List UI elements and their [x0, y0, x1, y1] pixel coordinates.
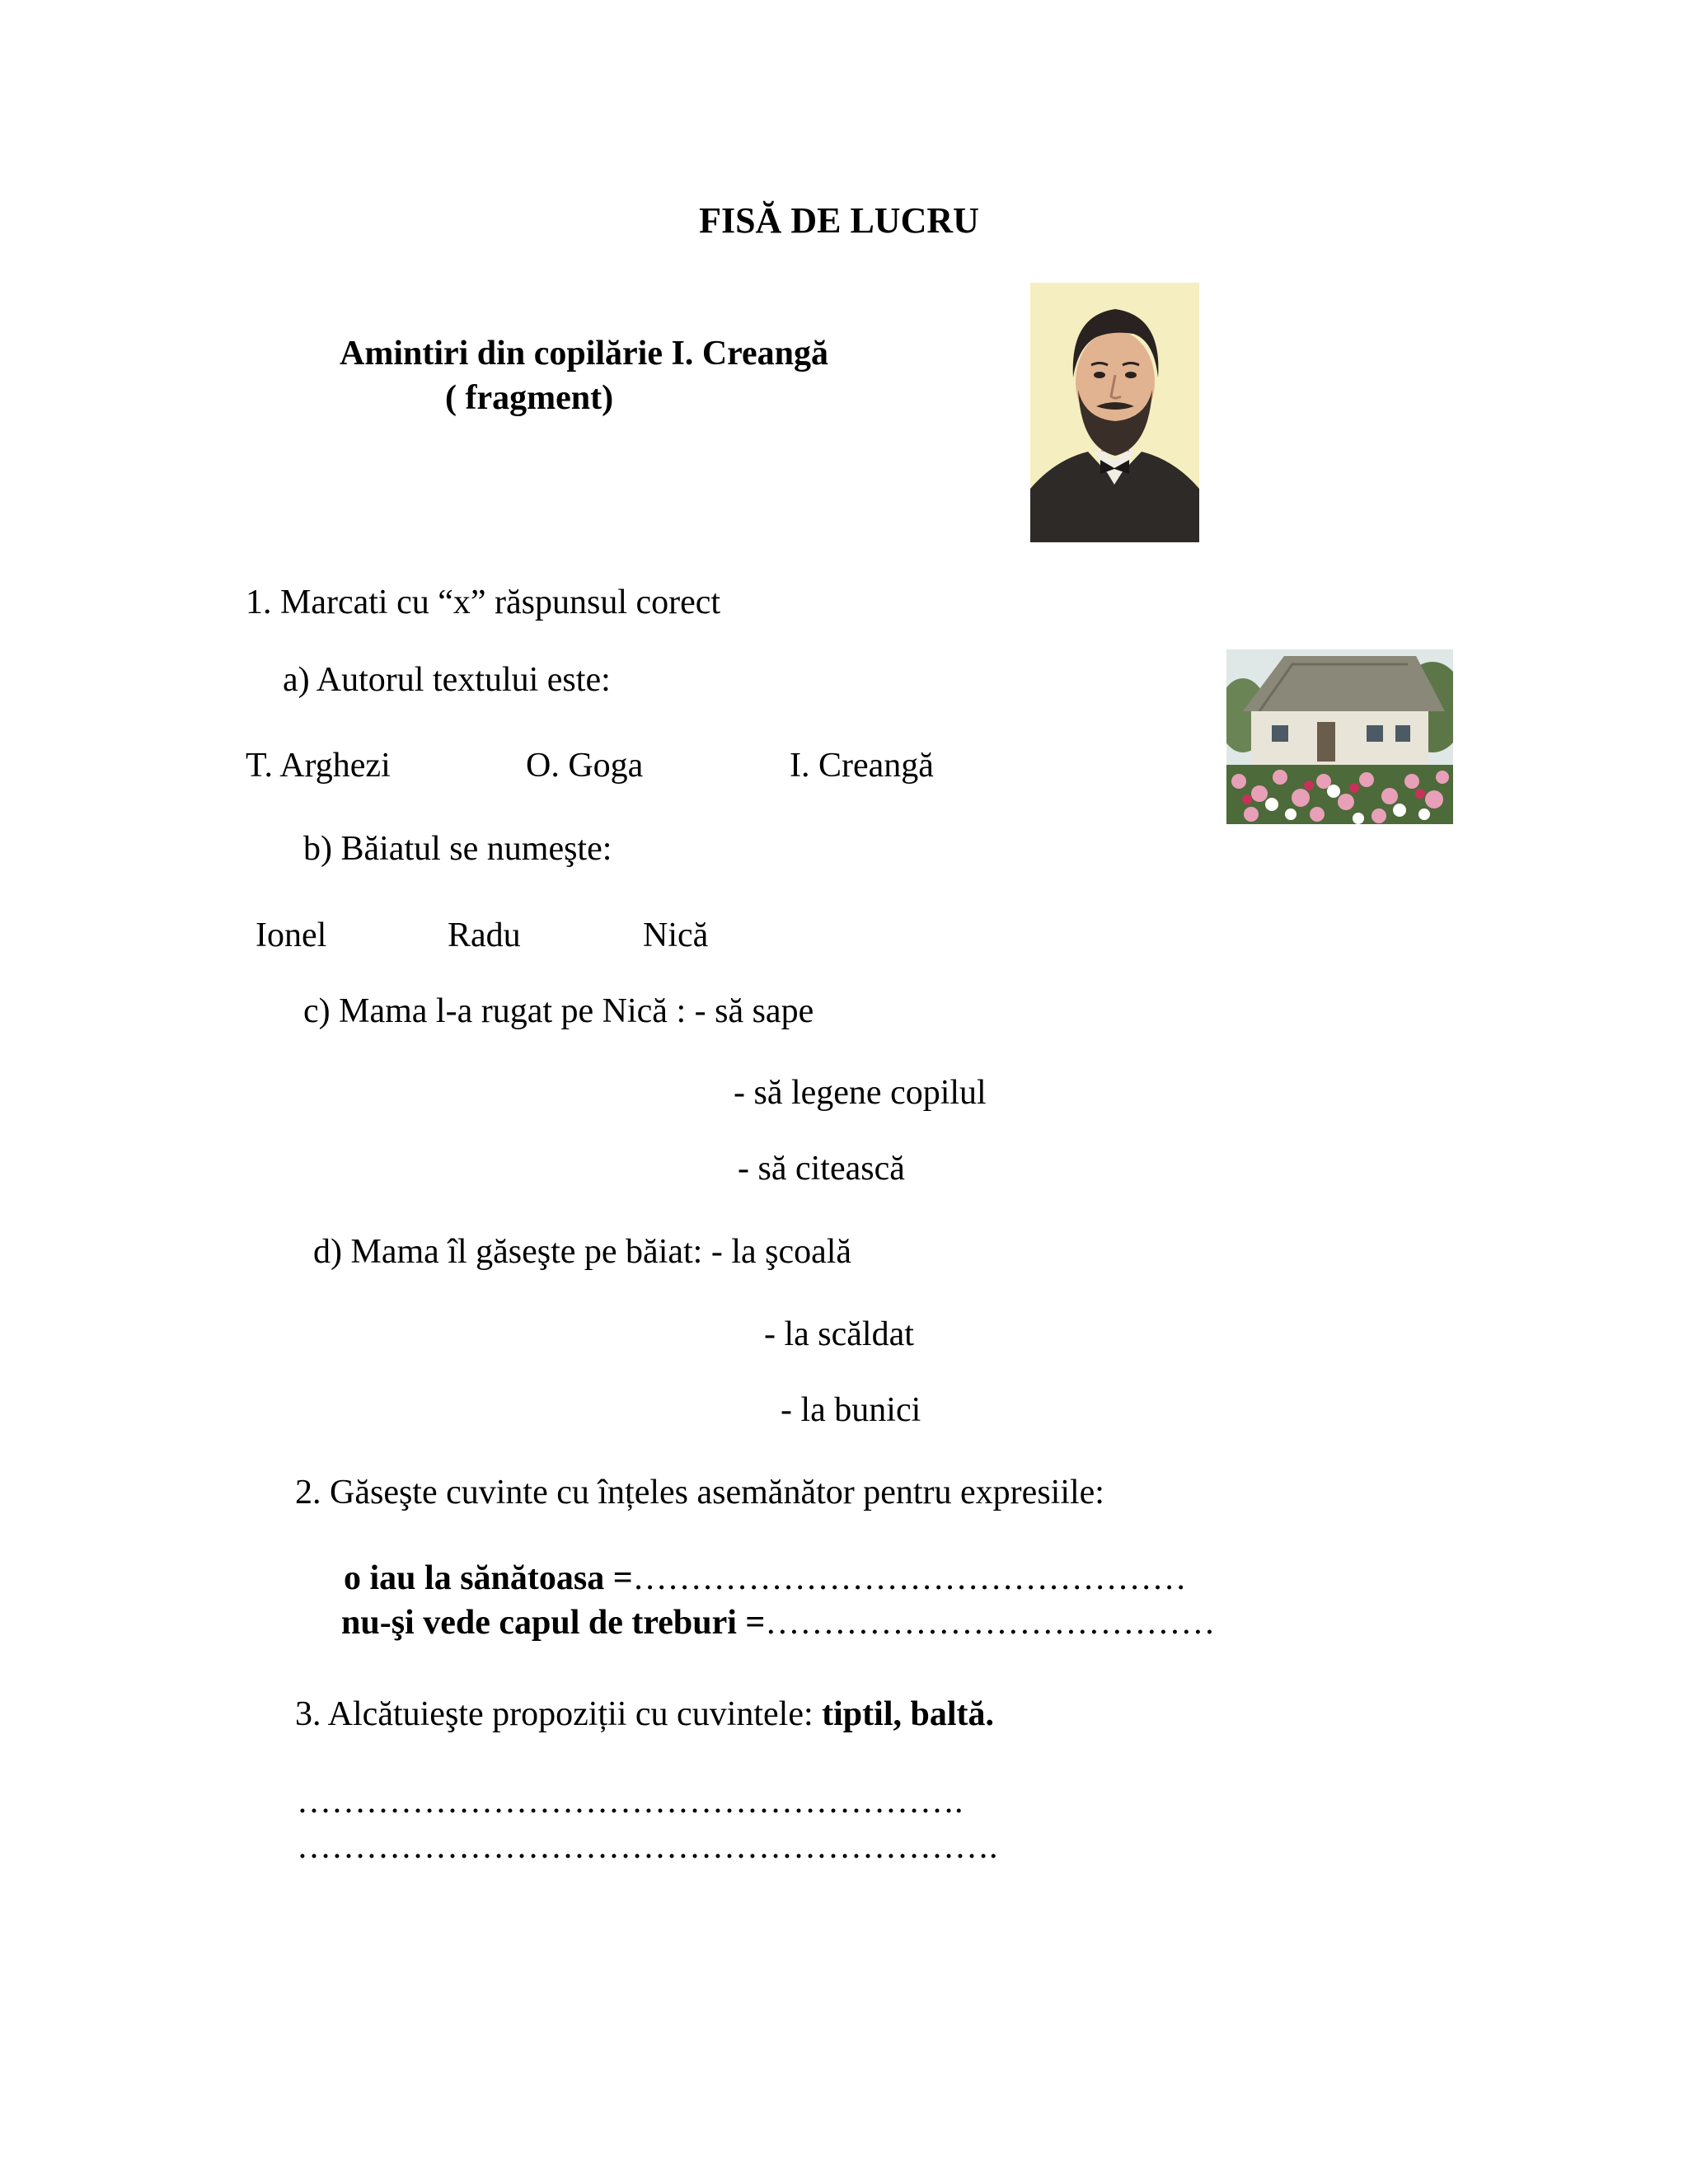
option-boy-name-3[interactable]: Nică — [643, 916, 709, 954]
expression-1-answer-line[interactable]: ………………………………………… — [632, 1559, 1187, 1597]
house-illustration — [1226, 649, 1453, 824]
question-1d-prompt[interactable]: d) Mama îl găseşte pe băiat: - la şcoală — [313, 1233, 852, 1271]
option-boy-name-2[interactable]: Radu — [448, 916, 521, 954]
option-request-2[interactable]: - să legene copilul — [734, 1074, 987, 1112]
question-1b-prompt: b) Băiatul se numeşte: — [303, 830, 612, 868]
expression-2-label: nu-şi vede capul de treburi = — [341, 1604, 766, 1642]
option-author-3[interactable]: I. Creangă — [790, 747, 934, 785]
answer-line-2[interactable]: ……………………………………………………. — [297, 1828, 998, 1866]
work-title: Amintiri din copilărie I. Creangă — [340, 335, 829, 373]
question-3-text: 3. Alcătuieşte propoziții cu cuvintele: — [295, 1695, 823, 1733]
question-3-prompt — [295, 1697, 994, 1732]
question-1c-prompt[interactable]: c) Mama l-a rugat pe Nică : - să sape — [303, 992, 814, 1030]
option-boy-name-1[interactable]: Ionel — [256, 916, 327, 954]
question-1-prompt: 1. Marcati cu “x” răspunsul corect — [246, 583, 721, 621]
portrait-illustration — [1030, 283, 1199, 542]
option-author-1[interactable]: T. Arghezi — [246, 747, 391, 785]
expression-1-label: o iau la sănătoasa = — [344, 1559, 633, 1597]
option-location-3[interactable]: - la bunici — [781, 1391, 921, 1429]
answer-line-1[interactable]: …………………………………………………. — [297, 1783, 964, 1821]
question-3-words: tiptil, baltă. — [822, 1695, 995, 1733]
expression-2 — [341, 1605, 1215, 1640]
option-request-3[interactable]: - să citească — [738, 1150, 905, 1188]
expression-2-answer-line[interactable]: ………………………………… — [765, 1604, 1216, 1642]
question-2-prompt: 2. Găseşte cuvinte cu înțeles asemănător pentru expresiile: — [295, 1474, 1104, 1511]
option-author-2[interactable]: O. Goga — [526, 747, 644, 785]
option-location-2[interactable]: - la scăldat — [764, 1315, 914, 1353]
work-subtitle: ( fragment) — [445, 379, 614, 417]
question-1a-prompt: a) Autorul textului este: — [283, 661, 611, 699]
page-title: FISĂ DE LUCRU — [699, 200, 979, 241]
expression-1 — [344, 1561, 1187, 1596]
